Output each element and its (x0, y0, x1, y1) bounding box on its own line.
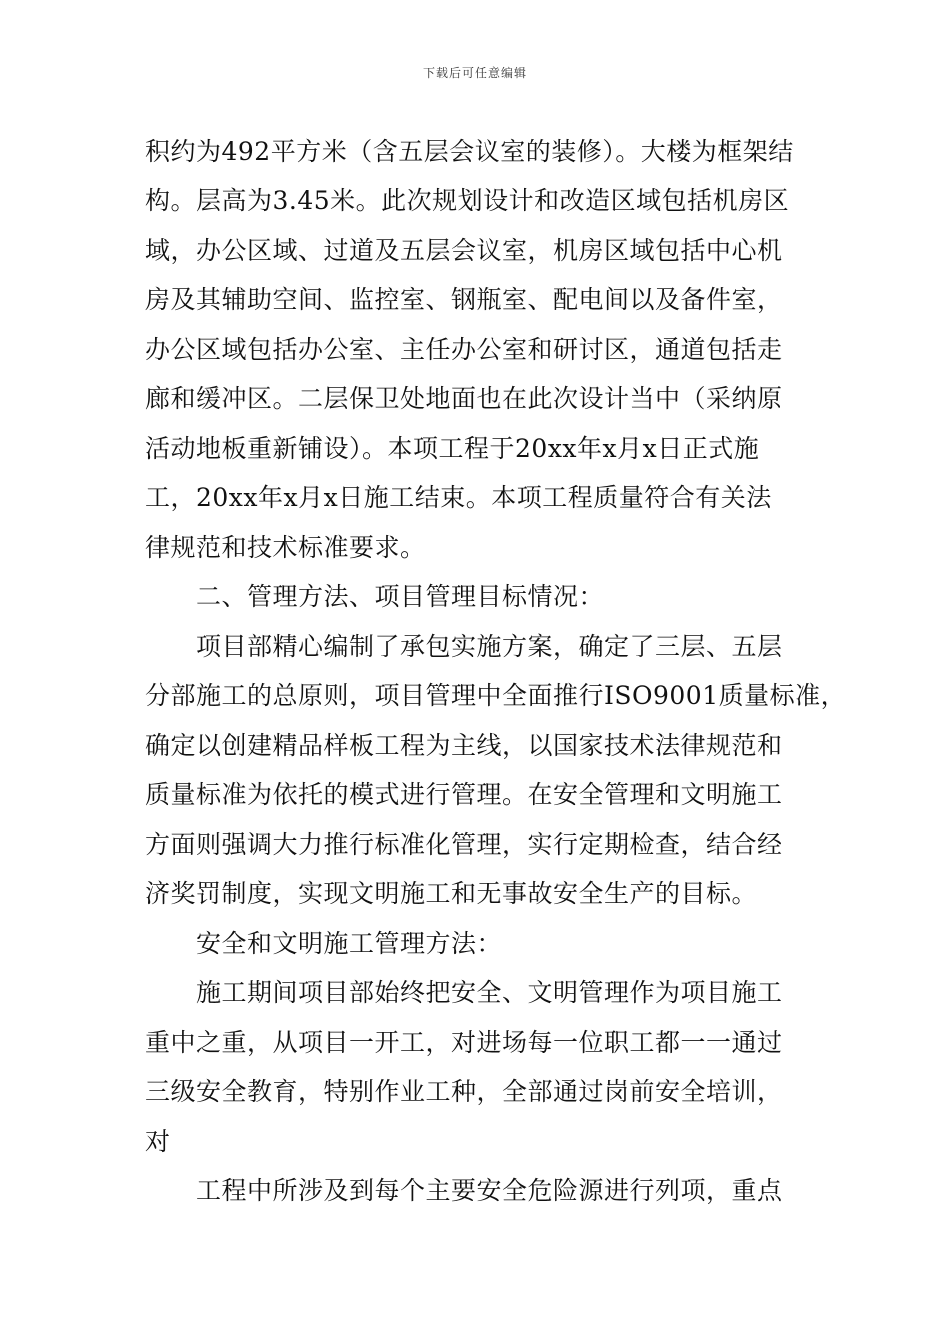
body-line: 重中之重，从项目一开工，对进场每一位职工都一一通过 (145, 1028, 783, 1057)
body-line: 域，办公区域、过道及五层会议室，机房区域包括中心机 (145, 236, 783, 265)
body-line: 活动地板重新铺设）。本项工程于20xx年x月x日正式施 (145, 434, 760, 463)
body-line: 确定以创建精品样板工程为主线，以国家技术法律规范和 (145, 731, 783, 760)
body-line: 分部施工的总原则，项目管理中全面推行ISO9001质量标准， (145, 681, 847, 710)
body-line: 廊和缓冲区。二层保卫处地面也在此次设计当中（采纳原 (145, 384, 783, 413)
body-line: 律规范和技术标准要求。 (145, 533, 426, 562)
body-line: 办公区域包括办公室、主任办公室和研讨区，通道包括走 (145, 335, 783, 364)
page-header: 下载后可任意编辑 (422, 66, 527, 80)
body-line: 工程中所涉及到每个主要安全危险源进行列项，重点 (196, 1176, 783, 1205)
body-line: 施工期间项目部始终把安全、文明管理作为项目施工 (196, 978, 783, 1007)
section-heading: 安全和文明施工管理方法： (196, 929, 503, 958)
body-line: 工，20xx年x月x日施工结束。本项工程质量符合有关法 (145, 483, 772, 512)
body-line: 房及其辅助空间、监控室、钢瓶室、配电间以及备件室， (145, 285, 783, 314)
body-line: 济奖罚制度，实现文明施工和无事故安全生产的目标。 (145, 879, 758, 908)
body-line: 三级安全教育，特别作业工种，全部通过岗前安全培训， (145, 1077, 783, 1106)
body-line: 积约为492平方米（含五层会议室的装修）。大楼为框架结 (145, 137, 794, 166)
section-heading: 二、管理方法、项目管理目标情况： (196, 582, 605, 611)
body-line: 方面则强调大力推行标准化管理，实行定期检查，结合经 (145, 830, 783, 859)
body-line: 构。层高为3.45米。此次规划设计和改造区域包括机房区 (145, 186, 790, 215)
body-line: 质量标准为依托的模式进行管理。在安全管理和文明施工 (145, 780, 783, 809)
body-line: 对 (145, 1127, 171, 1156)
body-line: 项目部精心编制了承包实施方案，确定了三层、五层 (196, 632, 783, 661)
